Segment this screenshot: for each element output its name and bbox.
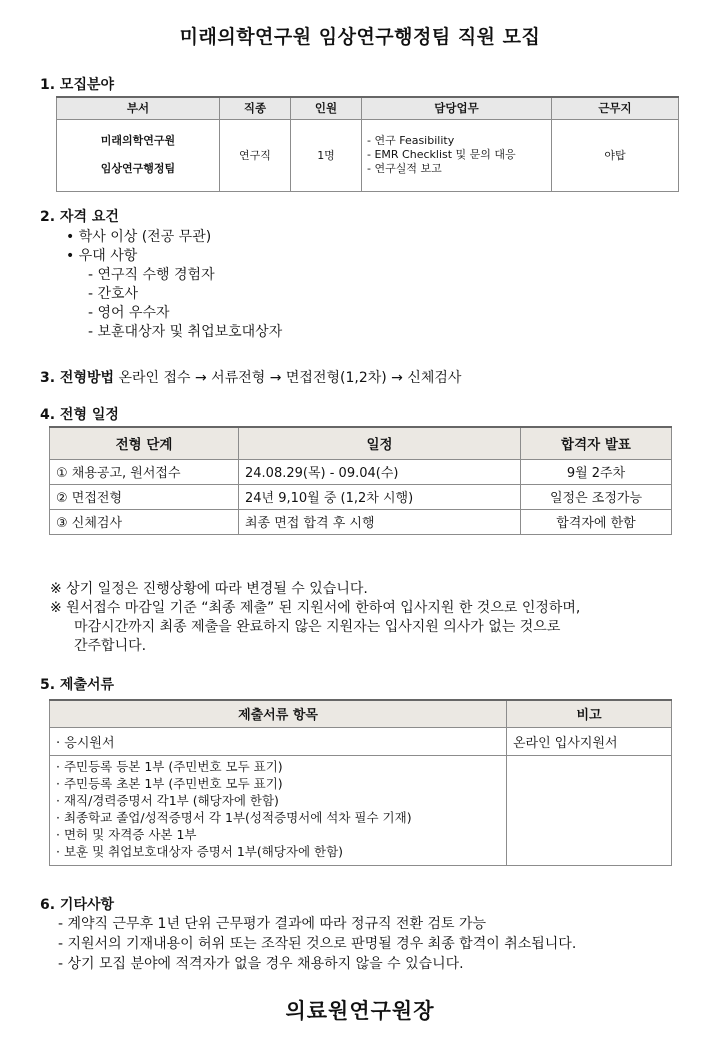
doc-list-note-cell — [507, 755, 672, 865]
note-line: 간주합니다. — [74, 638, 147, 654]
table-row — [50, 484, 672, 509]
preferred-item: - 보훈대상자 및 취업보호대상자 — [88, 324, 283, 340]
section-3-line — [40, 367, 461, 387]
table-row — [50, 509, 672, 534]
header-job: 직종 — [220, 97, 291, 119]
job-cell: 연구직 — [220, 119, 291, 191]
doc-note-cell: 온라인 입사지원서 — [507, 727, 672, 755]
table-row — [57, 119, 679, 191]
note-line: 마감시간까지 최종 제출을 완료하지 않은 지원자는 입사지원 의사가 없는 것으로 — [74, 619, 561, 635]
stage-cell: ① 채용공고, 원서접수 — [50, 459, 239, 484]
header-date: 일정 — [239, 427, 521, 459]
section-3-heading: 3. 전형방법 — [40, 370, 115, 386]
table-row — [50, 459, 672, 484]
dept-line: 임상연구행정팀 — [100, 162, 176, 175]
duty-item: - 연구실적 보고 — [367, 162, 442, 175]
count-cell: 1명 — [291, 119, 362, 191]
result-cell: 합격자에 한함 — [521, 509, 672, 534]
qualification-line: • 학사 이상 (전공 무관) — [66, 229, 212, 245]
date-cell: 24년 9,10월 중 (1,2차 시행) — [239, 484, 521, 509]
result-cell: 일정은 조정가능 — [521, 484, 672, 509]
selection-process: 온라인 접수 → 서류전형 → 면접전형(1,2차) → 신체검사 — [114, 370, 462, 386]
signature: 의료원연구원장 — [285, 999, 435, 1023]
header-duties: 담당업무 — [362, 97, 552, 119]
header-count: 인원 — [291, 97, 362, 119]
location-cell: 야탑 — [552, 119, 679, 191]
stage-cell: ② 면접전형 — [50, 484, 239, 509]
header-location: 근무지 — [552, 97, 679, 119]
duties-cell — [362, 119, 552, 191]
misc-line: - 지원서의 기재내용이 허위 또는 조작된 것으로 판명될 경우 최종 합격이 취소됩니다. — [58, 936, 577, 952]
dept-cell — [57, 119, 220, 191]
doc-item-cell: · 응시원서 — [50, 727, 507, 755]
date-cell: 24.08.29(목) - 09.04(수) — [239, 459, 521, 484]
note-line: ※ 원서접수 마감일 기준 “최종 제출” 된 지원서에 한하여 입사지원 한 것으로 인정하며, — [50, 600, 581, 616]
doc-list-cell — [50, 755, 507, 865]
header-doc-item: 제출서류 항목 — [50, 700, 507, 727]
table-header-row — [57, 97, 679, 119]
duty-item: - 연구 Feasibility — [367, 134, 455, 147]
doc-item: · 보훈 및 취업보호대상자 증명서 1부(해당자에 한함) — [56, 843, 344, 859]
table-row — [50, 727, 672, 755]
duty-item: - EMR Checklist 및 문의 대응 — [367, 148, 516, 161]
page-title: 미래의학연구원 임상연구행정팀 직원 모집 — [179, 26, 541, 48]
header-doc-note: 비고 — [507, 700, 672, 727]
table-row — [50, 755, 672, 865]
doc-item: · 주민등록 등본 1부 (주민번호 모두 표기) — [56, 758, 283, 774]
header-dept: 부서 — [57, 97, 220, 119]
section-4-heading: 4. 전형 일정 — [40, 407, 119, 423]
stage-cell: ③ 신체검사 — [50, 509, 239, 534]
table-header-row — [50, 427, 672, 459]
misc-line: - 계약직 근무후 1년 단위 근무평가 결과에 따라 정규직 전환 검토 가능 — [58, 916, 487, 932]
dept-line: 미래의학연구원 — [100, 134, 176, 147]
preferred-item: - 영어 우수자 — [88, 305, 170, 321]
section-5-heading: 5. 제출서류 — [40, 677, 115, 693]
documents-table — [49, 699, 672, 866]
header-result: 합격자 발표 — [521, 427, 672, 459]
result-cell: 9월 2주차 — [521, 459, 672, 484]
date-cell: 최종 면접 합격 후 시행 — [239, 509, 521, 534]
header-stage: 전형 단계 — [50, 427, 239, 459]
table-header-row — [50, 700, 672, 727]
schedule-table — [49, 426, 672, 535]
doc-item: · 재직/경력증명서 각1부 (해당자에 한함) — [56, 792, 279, 808]
note-line: ※ 상기 일정은 진행상황에 따라 변경될 수 있습니다. — [50, 581, 368, 597]
section-2-heading: 2. 자격 요건 — [40, 209, 119, 225]
doc-item: · 주민등록 초본 1부 (주민번호 모두 표기) — [56, 775, 283, 791]
preferred-item: - 연구직 수행 경험자 — [88, 267, 215, 283]
misc-line: - 상기 모집 분야에 적격자가 없을 경우 채용하지 않을 수 있습니다. — [58, 956, 464, 972]
doc-item: · 최종학교 졸업/성적증명서 각 1부(성적증명서에 석차 필수 기재) — [56, 809, 412, 825]
qualification-line: • 우대 사항 — [66, 248, 138, 264]
section-6-heading: 6. 기타사항 — [40, 897, 115, 913]
doc-item: · 면허 및 자격증 사본 1부 — [56, 826, 197, 842]
section-1-heading: 1. 모집분야 — [40, 77, 115, 93]
recruit-field-table — [56, 96, 679, 192]
preferred-item: - 간호사 — [88, 286, 139, 302]
